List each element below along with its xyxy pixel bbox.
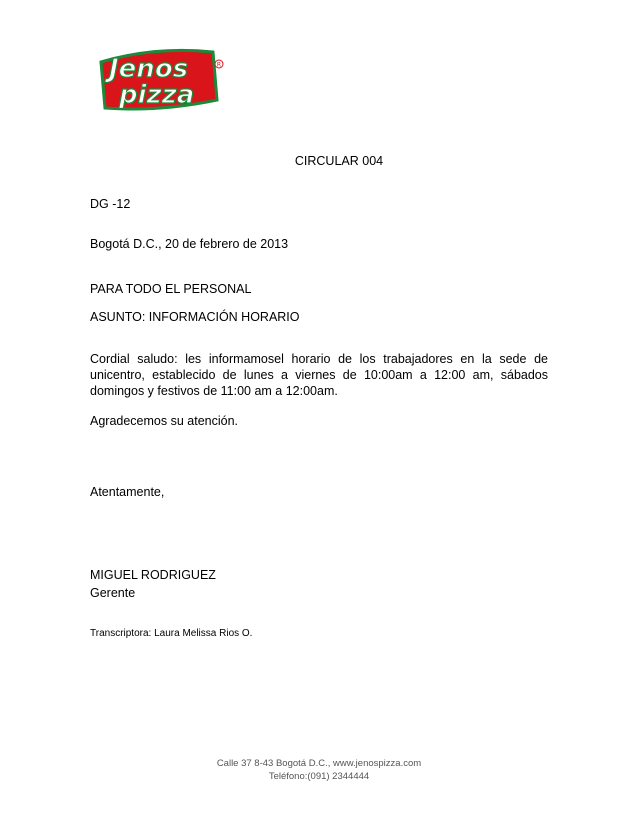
signatory-title: Gerente [90, 586, 136, 600]
recipient-line: PARA TODO EL PERSONAL [90, 282, 252, 296]
logo-word-pizza: pizza [119, 80, 195, 110]
thanks-line: Agradecemos su atención. [90, 414, 239, 428]
subject-line: ASUNTO: INFORMACIÓN HORARIO [90, 310, 300, 324]
body-paragraph: Cordial saludo: les informamosel horario de los trabajadores en la sede de unicentro, establecido de lunes a viernes de 10:00am a 12:00 am, sábados domingos y festivos de 11:00 am a 12:00am. [90, 352, 548, 398]
footer-address: Calle 37 8-43 Bogotá D.C., www.jenospizza.com [216, 758, 422, 769]
jenos-pizza-logo [95, 42, 225, 114]
footer-phone: Teléfono:(091) 2344444 [268, 771, 370, 782]
circular-title: CIRCULAR 004 [294, 154, 384, 168]
reference-code: DG -12 [90, 197, 131, 211]
transcriber-line: Transcriptora: Laura Melissa Rios O. [90, 628, 253, 639]
date-line: Bogotá D.C., 20 de febrero de 2013 [90, 237, 289, 251]
logo-word-jenos: Jenos [109, 54, 189, 84]
closing-line: Atentamente, [90, 485, 165, 499]
signatory-name: MIGUEL RODRIGUEZ [90, 568, 216, 582]
registered-mark: R [216, 61, 222, 69]
